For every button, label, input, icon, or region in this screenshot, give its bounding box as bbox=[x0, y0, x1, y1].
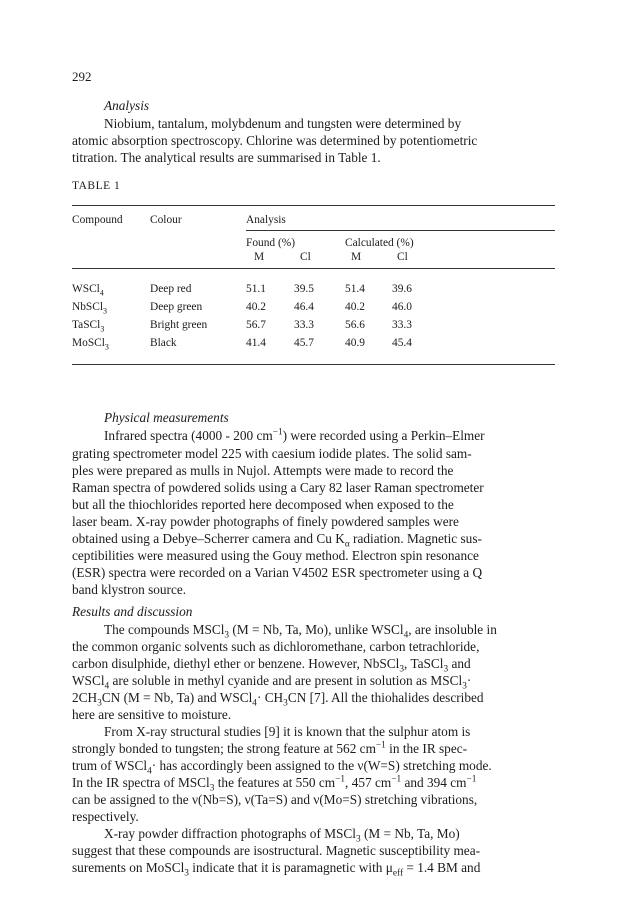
table-cell-found-m: 56.7 bbox=[246, 319, 266, 331]
physical-line: ples were prepared as mulls in Nujol. Attempts were made to record the bbox=[72, 463, 454, 478]
physical-line: Infrared spectra (4000 - 200 $cm^{-1}$) were recorded using a Perkin–Elmer bbox=[104, 427, 485, 443]
results-line: respectively. bbox=[72, 809, 139, 824]
table-cell-found-cl: 33.3 bbox=[294, 319, 314, 331]
table-cell-colour: Black bbox=[150, 337, 177, 349]
table-cell-calc-cl: 33.3 bbox=[392, 319, 412, 331]
results-line: carbon disulphide, diethyl ether or benzene. However, NbSCl$_3$, TaSCl$_3$ and bbox=[72, 656, 471, 675]
physical-heading: Physical measurements bbox=[104, 410, 229, 425]
table-cell-compound: MoSCl$_3$ bbox=[72, 337, 109, 352]
header-calc-cl: Cl bbox=[397, 251, 408, 263]
table-cell-found-m: 41.4 bbox=[246, 337, 266, 349]
table-cell-compound: TaSCl$_3$ bbox=[72, 319, 105, 334]
table-header-rule bbox=[72, 268, 555, 269]
header-compound: Compound bbox=[72, 214, 123, 226]
table-cell-calc-m: 56.6 bbox=[345, 319, 365, 331]
table-cell-found-cl: 45.7 bbox=[294, 337, 314, 349]
header-found-m: M bbox=[254, 251, 265, 263]
results-line: strongly bonded to tungsten; the strong feature at 562 $cm^{-1}$ in the IR spec- bbox=[72, 740, 468, 756]
analysis-line: titration. The analytical results are summarised in Table 1. bbox=[72, 150, 381, 165]
table-cell-found-m: 51.1 bbox=[246, 283, 266, 295]
results-line: In the IR spectra of MSCl$_3$ the features at 550 $cm^{-1}$, 457 $cm^{-1}$ and 394 $cm^{-1}$ bbox=[72, 774, 477, 794]
results-line: surements on MoSCl$_3$ indicate that it is paramagnetic with $\mu_{eff} = 1.4$ BM and bbox=[72, 860, 481, 879]
physical-line: but all the thiochlorides reported here decomposed when exposed to the bbox=[72, 497, 454, 512]
results-line: trum of WSCl$_4$· has accordingly been assigned to the ν(W=S) stretching mode. bbox=[72, 758, 492, 777]
results-line: From X-ray structural studies [9] it is known that the sulphur atom is bbox=[104, 724, 471, 739]
header-found-cl: Cl bbox=[300, 251, 311, 263]
results-line: X-ray powder diffraction photographs of MSCl$_3$ (M = Nb, Ta, Mo) bbox=[104, 826, 460, 845]
header-calculated: Calculated (%) bbox=[345, 237, 414, 249]
results-line: WSCl$_4$ are soluble in methyl cyanide and are present in solution as MSCl$_3$· bbox=[72, 673, 472, 692]
table-cell-colour: Bright green bbox=[150, 319, 208, 331]
table-cell-calc-m: 40.9 bbox=[345, 337, 365, 349]
header-calc-m: M bbox=[351, 251, 362, 263]
results-line: $2CH_3CN$ (M = Nb, Ta) and WSCl$_4$· $CH_3CN$ [7]. All the thiohalides described bbox=[72, 690, 484, 709]
table-cell-calc-cl: 45.4 bbox=[392, 337, 412, 349]
physical-line: (ESR) spectra were recorded on a Varian V4502 ESR spectrometer using a Q bbox=[72, 565, 483, 580]
physical-line: laser beam. X-ray powder photographs of finely powdered samples were bbox=[72, 514, 459, 529]
results-line: here are sensitive to moisture. bbox=[72, 707, 232, 722]
results-line: can be assigned to the ν(Nb=S), ν(Ta=S) and ν(Mo=S) stretching vibrations, bbox=[72, 792, 478, 807]
results-line: The compounds MSCl$_3$ (M = Nb, Ta, Mo), unlike WSCl$_4$, are insoluble in bbox=[104, 622, 497, 641]
physical-line: grating spectrometer model 225 with caesium iodide plates. The solid sam- bbox=[72, 446, 472, 461]
table-label: TABLE 1 bbox=[72, 180, 121, 192]
physical-line: Raman spectra of powdered solids using a Cary 82 laser Raman spectrometer bbox=[72, 480, 484, 495]
table-cell-colour: Deep red bbox=[150, 283, 192, 295]
table-cell-calc-cl: 46.0 bbox=[392, 301, 412, 313]
results-line: the common organic solvents such as dichloromethane, carbon tetrachloride, bbox=[72, 639, 480, 654]
results-line: suggest that these compounds are isostructural. Magnetic susceptibility mea- bbox=[72, 843, 481, 858]
physical-line: ceptibilities were measured using the Gouy method. Electron spin resonance bbox=[72, 548, 479, 563]
header-analysis: Analysis bbox=[246, 214, 286, 226]
header-colour: Colour bbox=[150, 214, 182, 226]
page-number: 292 bbox=[72, 69, 92, 84]
physical-line: band klystron source. bbox=[72, 582, 187, 597]
table-cell-calc-cl: 39.6 bbox=[392, 283, 412, 295]
results-heading: Results and discussion bbox=[72, 604, 193, 619]
table-cell-found-m: 40.2 bbox=[246, 301, 266, 313]
table-cell-compound: WSCl$_4$ bbox=[72, 283, 104, 298]
header-found: Found (%) bbox=[246, 237, 296, 249]
table-cell-calc-m: 40.2 bbox=[345, 301, 365, 313]
analysis-heading: Analysis bbox=[104, 98, 150, 113]
table-cell-found-cl: 46.4 bbox=[294, 301, 314, 313]
physical-line: obtained using a Debye–Scherrer camera and Cu $K_\alpha$ radiation. Magnetic sus- bbox=[72, 531, 482, 550]
table-cell-calc-m: 51.4 bbox=[345, 283, 365, 295]
analysis-line: Niobium, tantalum, molybdenum and tungsten were determined by bbox=[104, 116, 462, 131]
analysis-sub-rule bbox=[246, 230, 555, 231]
table-cell-colour: Deep green bbox=[150, 301, 203, 313]
table-top-rule bbox=[72, 205, 555, 206]
analysis-line: atomic absorption spectroscopy. Chlorine was determined by potentiometric bbox=[72, 133, 478, 148]
table-bottom-rule bbox=[72, 364, 555, 365]
table-cell-found-cl: 39.5 bbox=[294, 283, 314, 295]
table-cell-compound: NbSCl$_3$ bbox=[72, 301, 108, 316]
